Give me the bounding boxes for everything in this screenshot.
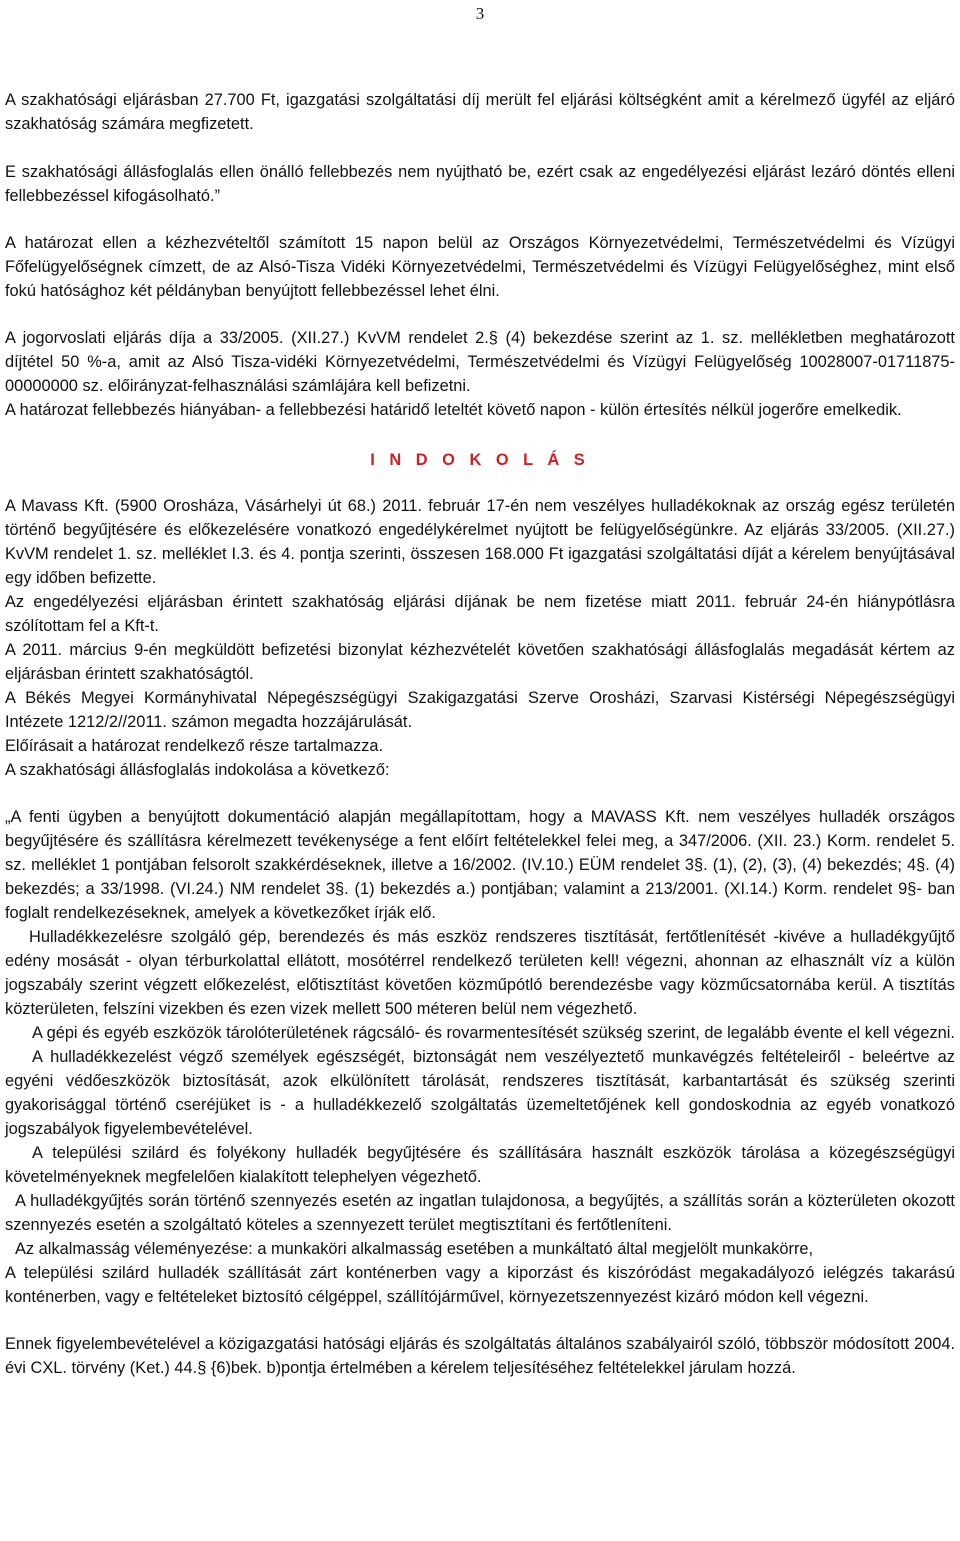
quote-paragraph-worker-safety: A hulladékkezelést végző személyek egészségét, biztonságát nem veszélyeztető munkavégzés feltételeiről - beleértve az egyéni védőeszközök biztosítását, azok elkülönített tárolását, rendszeres tisztítását, karbantartását és szükség szerinti gyakorisággal történő cseréjüket is - a hulladékkezelő szolgáltatás üzemeltetőjének kell gondoskodnia az egyéb vonatkozó jogszabályok figyelembevételével.	[5, 1048, 955, 1138]
paragraph-application: A Mavass Kft. (5900 Orosháza, Vásárhelyi út 68.) 2011. február 17-én nem veszélyes hulladékoknak az ország egész területén történő begyűjtésére és előkezelésére vonatkozó engedélykérelmet nyújtott be felügyelőségünkre. Az eljárás 33/2005. (XII.27.) KvVM rendelet 1. sz. melléklet I.3. és 4. pontja szerinti, összesen 168.000 Ft igazgatási szolgáltatási díját a kérelem benyújtásával egy időben befizette.	[5, 497, 955, 587]
quote-paragraph-pest-control: A gépi és egyéb eszközök tárolóterületének rágcsáló- és rovarmentesítését szükség szerint, de legalább évente el kell végezni.	[32, 1024, 955, 1042]
paragraph-provisions: Előírásait a határozat rendelkező része tartalmazza.	[5, 737, 384, 755]
paragraph-consent-conclusion: Ennek figyelembevételével a közigazgatási hatósági eljárás és szolgáltatás általános szabályairól szóló, többször módosított 2004. évi CXL. törvény (Ket.) 44.§ {6)bek. b)pontja értelmében a kérelem teljesítéséhez feltételekkel járulam hozzá.	[5, 1335, 955, 1377]
paragraph-reasoning-intro: A szakhatósági állásfoglalás indokolása a következő:	[5, 761, 390, 779]
document-body	[5, 88, 955, 1380]
paragraph-appeal-rights: A határozat ellen a kézhezvételtől számított 15 napon belül az Országos Környezetvédelmi, Természetvédelmi és Vízügyi Főfelügyelőségnek címzett, de az Alsó-Tisza Vidéki Környezetvédelmi, Természetvédelmi és Vízügyi Felügyelőséghez, mint első fokú hatósághoz két példányban benyújtott fellebbezéssel lehet élni.	[5, 234, 955, 300]
paragraph-appeal-fee: A jogorvoslati eljárás díja a 33/2005. (XII.27.) KvVM rendelet 2.§ (4) bekezdése szerint az 1. sz. mellékletben meghatározott díjtétel 50 %-a, amit az Alsó Tisza-vidéki Környezetvédelmi, Természetvédelmi és Vízügyi Felügyelőség 10028007-01711875-00000000 sz. előirányzat-felhasználási számlájára kell befizetni.	[5, 329, 955, 395]
page-number: 3	[475, 4, 485, 23]
quote-paragraph-cleaning: Hulladékkezelésre szolgáló gép, berendezés és más eszköz rendszeres tisztítását, fertőtlenítését -kivéve a hulladékgyűjtő edény mosását - olyan térburkolattal ellátott, mosótérrel rendelkező területen kell! végezni, ahonnan az elhasznált víz a külön jogszabály szerint végzett előkezelést, előtisztítást követően közműpótló berendezésbe vagy közműcsatornába kerül. A tisztítás közterületen, felszíni vizekben és ezen vizek mellett 500 méteren belül nem végezhető.	[5, 928, 955, 1018]
paragraph-authority-consent: A Békés Megyei Kormányhivatal Népegészségügyi Szakigazgatási Szerve Orosházi, Szarvasi Kistérségi Népegészségügyi Intézete 1212/2//2011. számon megadta hozzájárulását.	[5, 689, 955, 731]
paragraph-final-decision: A határozat fellebbezés hiányában- a fellebbezési határidő leteltét követő napon - külön értesítés nélkül jogerőre emelkedik.	[5, 401, 902, 419]
section-heading-justification: I N D O K O L Á S	[370, 451, 590, 469]
quote-paragraph-suitability: Az alkalmasság véleményezése: a munkaköri alkalmasság esetében a munkáltató által megjelölt munkakörre,	[15, 1240, 814, 1258]
paragraph-no-appeal: E szakhatósági állásfoglalás ellen önálló fellebbezés nem nyújtható be, ezért csak az engedélyezési eljárást lezáró döntés elleni fellebbezéssel kifogásolható.”	[5, 163, 955, 205]
quote-paragraph-storage: A települési szilárd és folyékony hulladék begyűjtésére és szállítására használt eszközök tárolása a közegészségügyi követelményeknek megfelelően kialakított telephelyen végezhető.	[5, 1144, 955, 1186]
paragraph-payment-receipt: A 2011. március 9-én megküldött befizetési bizonylat kézhezvételét követően szakhatósági állásfoglalás megadását kértem az eljárásban érintett szakhatóságtól.	[5, 641, 955, 683]
paragraph-fee-note: A szakhatósági eljárásban 27.700 Ft, igazgatási szolgáltatási díj merült fel eljárási költségként amit a kérelmező ügyfél az eljáró szakhatóság számára megfizetett.	[5, 91, 955, 133]
quote-paragraph-transport: A települési szilárd hulladék szállítását zárt konténerben vagy a kiporzást és kiszóródást megakadályozó ielégzés takarású konténerben, vagy e feltételeket biztosító célgéppel, szállítójárművel, környezetszennyezést kizáró módon kell végezni.	[5, 1264, 955, 1306]
quote-paragraph-findings: „A fenti ügyben a benyújtott dokumentáció alapján megállapítottam, hogy a MAVASS Kft. nem veszélyes hulladék országos begyűjtésére és szállításra kérelmezett tevékenysége a fent előírt feltételekkel felei meg, a 347/2006. (XII. 23.) Korm. rendelet 5. sz. melléklet 1 pontjában felsorolt szakkérdéseknek, illetve a 16/2002. (IV.10.) EÜM rendelet 3§. (1), (2), (3), (4) bekezdés; 4§. (4) bekezdés; a 33/1998. (VI.24.) NM rendelet 3§. (1) bekezdés a.) pontjában; valamint a 213/2001. (XI.14.) Korm. rendelet 9§- ban foglalt rendelkezéseknek, amelyek a következőket írják elő.	[5, 808, 955, 922]
paragraph-deficiency: Az engedélyezési eljárásban érintett szakhatóság eljárási díjának be nem fizetése miatt 2011. február 24-én hiánypótlásra szólítottam fel a Kft-t.	[5, 593, 955, 635]
quote-paragraph-pollution: A hulladékgyűjtés során történő szennyezés esetén az ingatlan tulajdonosa, a begyűjtés, a szállítás során a közterületen okozott szennyezés esetén a szolgáltató köteles a szennyezett terület megtisztítani és fertőtleníteni.	[5, 1192, 955, 1234]
